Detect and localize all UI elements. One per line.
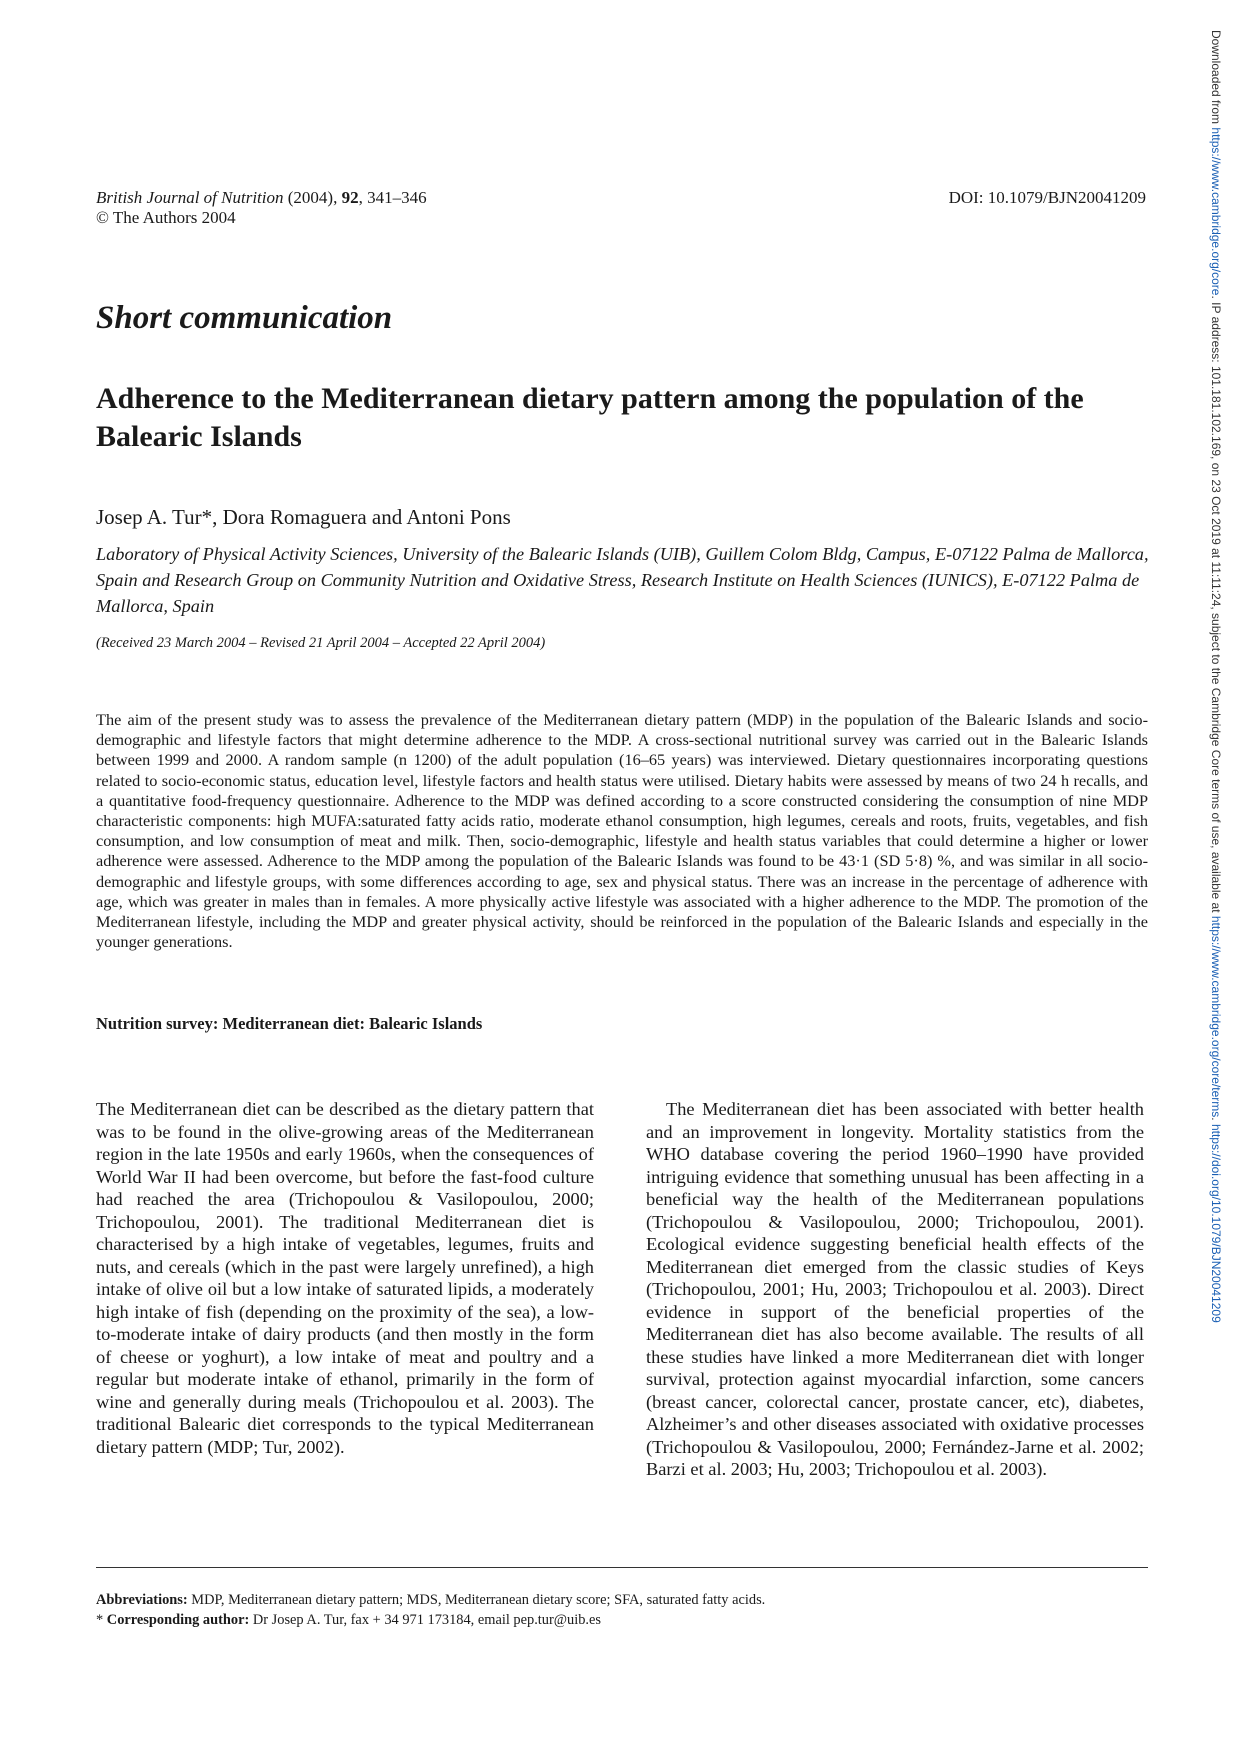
footnote-divider — [96, 1567, 1148, 1568]
affiliation: Laboratory of Physical Activity Sciences, University of the Balearic Islands (UIB), Guillem Colom Bldg, Campus, E-07122 Palma de Mallorca, Spain and Research Group on Community Nutrition and Oxidative Stress, Research Institute on Health Sciences (IUNICS), E-07122 Palma de Mallorca, Spain — [96, 544, 1149, 616]
link-separator: . — [1209, 1117, 1223, 1124]
corresponding-author-footnote — [96, 1610, 765, 1630]
body-paragraph: The Mediterranean diet can be described as the dietary pattern that was to be found in the olive-growing areas of the Mediterranean region in the late 1950s and early 1960s, when the consequences of World War II had been overcome, but before the fast-food culture had reached the area (Trichopoulou & Vasilopoulou, 2000; Trichopoulou, 2001). The traditional Mediterranean diet is characterised by a high intake of vegetables, legumes, fruits and nuts, and cereals (which in the past were largely unrefined), a high intake of olive oil but a low intake of saturated lipids, a moderately high intake of fish (depending on the proximity of the sea), a low-to-moderate intake of dairy products (and then mostly in the form of cheese or yoghurt), a low intake of meat and poultry and a regular but moderate intake of ethanol, primarily in the form of wine and generally during meals (Trichopoulou et al. 2003). The traditional Balearic diet corresponds to the typical Mediterranean dietary pattern (MDP; Tur, 2002). — [96, 1099, 594, 1457]
abbreviations-text: MDP, Mediterranean dietary pattern; MDS, Mediterranean dietary score; SFA, saturated fatty acids. — [187, 1592, 766, 1608]
download-notice — [1209, 30, 1223, 1323]
author-list: Josep A. Tur*, Dora Romaguera and Antoni Pons — [96, 505, 511, 529]
doi-link[interactable]: https://doi.org/10.1079/BJN20041209 — [1209, 1123, 1223, 1323]
footnote-star: * — [96, 1612, 107, 1628]
citation-block — [96, 188, 427, 228]
corresponding-author-label: Corresponding author: — [106, 1612, 250, 1628]
abstract: The aim of the present study was to assess the prevalence of the Mediterranean dietary pattern (MDP) in the population of the Balearic Islands and socio-demographic and lifestyle factors that might determine adherence to the MDP. A cross-sectional nutritional survey was carried out in the Balearic Islands between 1999 and 2000. A random sample (n 1200) of the adult population (16–65 years) was interviewed. Dietary questionnaires incorporating questions related to socio-economic status, education level, lifestyle factors and health status were utilised. Dietary habits were assessed by means of two 24 h recalls, and a quantitative food-frequency questionnaire. Adherence to the MDP was defined according to a score constructed considering the consumption of nine MDP characteristic components: high MUFA:saturated fatty acids ratio, moderate ethanol consumption, high legumes, cereals and roots, fruits, vegetables, and fish consumption, and low consumption of meat and milk. Then, socio-demographic, lifestyle and health status variables that could determine a higher or lower adherence were assessed. Adherence to the MDP among the population of the Balearic Islands was found to be 43·1 (SD 5·8) %, and was similar in all socio-demographic and lifestyle groups, with some differences according to age, sex and physical status. There was an increase in the percentage of adherence with age, which was greater in males than in females. A more physically active lifestyle was associated with a higher adherence to the MDP. The promotion of the Mediterranean lifestyle, including the MDP and greater physical activity, should be reinforced in the population of the Balearic Islands and especially in the younger generations. — [96, 710, 1148, 952]
body-column-left — [96, 1098, 594, 1458]
abbreviations-label: Abbreviations: — [96, 1592, 188, 1608]
body-paragraph: The Mediterranean diet has been associated with better health and an improvement in longevity. Mortality statistics from the WHO database covering the period 1960–1990 have provided intriguing evidence that something unusual has been affecting in a beneficial way the health of the Mediterranean populations (Trichopoulou & Vasilopoulou, 2000; Trichopoulou, 2001). Ecological evidence suggesting beneficial health effects of the Mediterranean diet emerged from the classic studies of Keys (Trichopoulou, 2001; Hu, 2003; Trichopoulou et al. 2003). Direct evidence in support of the beneficial properties of the Mediterranean diet has also become available. The results of all these studies have linked a more Mediterranean diet with longer survival, protection against myocardial infarction, some cancers (breast cancer, colorectal cancer, prostate cancer, etc), diabetes, Alzheimer’s and other diseases associated with oxidative processes (Trichopoulou & Vasilopoulou, 2000; Fernández-Jarne et al. 2002; Barzi et al. 2003; Hu, 2003; Trichopoulou et al. 2003). — [646, 1099, 1144, 1479]
section-label: Short communication — [96, 300, 393, 336]
download-prefix: Downloaded from — [1209, 30, 1223, 128]
corresponding-author-text: Dr Josep A. Tur, fax + 34 971 173184, email pep.tur@uib.es — [249, 1612, 602, 1628]
terms-link[interactable]: https://www.cambridge.org/core/terms — [1209, 915, 1223, 1118]
journal-name: British Journal of Nutrition — [96, 188, 284, 207]
body-column-right — [646, 1098, 1144, 1481]
received-dates: (Received 23 March 2004 – Revised 21 April 2004 – Accepted 22 April 2004) — [96, 635, 546, 651]
copyright-line: © The Authors 2004 — [96, 208, 236, 227]
journal-pages: , 341–346 — [358, 188, 427, 207]
journal-year: (2004), — [287, 188, 338, 207]
download-details: . IP address: 101.181.102.169, on 23 Oct 2019 at 11:11:24, subject to the Cambridge Core terms of use, available at — [1209, 295, 1223, 916]
abbreviations-footnote — [96, 1590, 765, 1610]
keywords: Nutrition survey: Mediterranean diet: Balearic Islands — [96, 1014, 483, 1033]
journal-volume: 92 — [341, 188, 359, 207]
doi-label[interactable]: DOI: 10.1079/BJN20041209 — [948, 188, 1146, 207]
cambridge-core-link[interactable]: https://www.cambridge.org/core — [1209, 127, 1223, 296]
footnotes — [96, 1590, 765, 1630]
article-title: Adherence to the Mediterranean dietary pattern among the population of the Balearic Islands — [96, 382, 1084, 453]
